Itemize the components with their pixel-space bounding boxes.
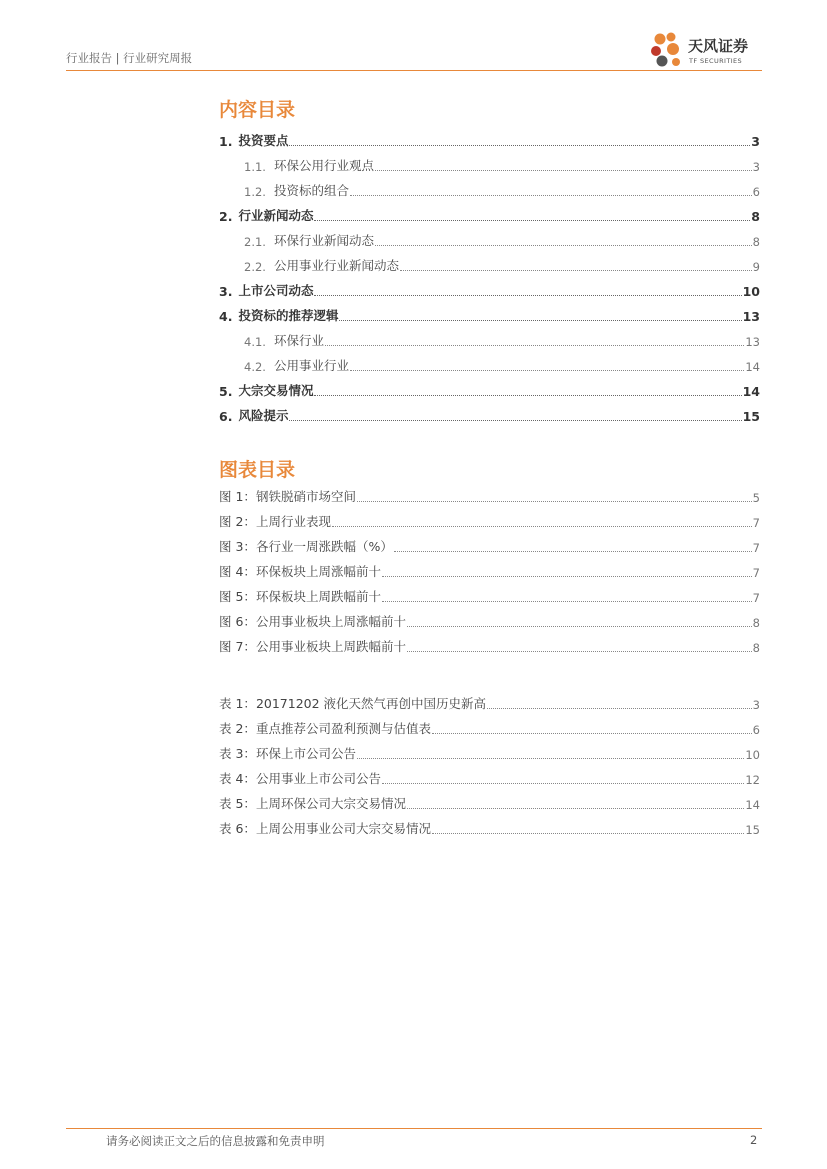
entry-page: 14	[745, 798, 760, 812]
entry-page: 7	[752, 541, 760, 555]
entry-page: 3	[752, 160, 760, 174]
entry-page: 8	[752, 641, 760, 655]
figures-title: 图表目录	[219, 459, 296, 481]
entry-page: 8	[752, 616, 760, 630]
entry-number: 6.	[219, 409, 233, 424]
table-entry[interactable]	[219, 737, 760, 762]
table-entry[interactable]	[219, 787, 760, 812]
entry-page: 5	[752, 491, 760, 505]
dot-leader	[332, 526, 752, 527]
entry-label: 公用事业板块上周涨幅前十	[255, 614, 406, 629]
toc-entry[interactable]	[219, 124, 760, 149]
entry-label: 公用事业板块上周跌幅前十	[255, 639, 406, 654]
entry-number: 表 5：	[219, 796, 256, 811]
entry-page: 14	[745, 360, 760, 374]
dot-leader	[314, 395, 741, 396]
brand-logo	[648, 27, 768, 72]
toc-entry[interactable]	[219, 399, 760, 424]
entry-number: 2.	[219, 209, 233, 224]
entry-label: 20171202 液化天然气再创中国历史新高	[255, 696, 487, 711]
entry-label: 公用事业上市公司公告	[255, 771, 381, 786]
dot-leader	[382, 601, 752, 602]
entry-label: 投资标的推荐逻辑	[238, 308, 339, 323]
dot-leader	[314, 220, 750, 221]
entry-number: 2.1.	[244, 235, 266, 249]
entry-label: 环保上市公司公告	[255, 746, 356, 761]
entry-number: 图 4：	[219, 564, 256, 579]
entry-label: 公用事业行业新闻动态	[273, 258, 399, 273]
dot-leader	[350, 195, 752, 196]
figure-entry[interactable]	[219, 480, 760, 505]
dot-leader	[375, 245, 752, 246]
entry-page: 14	[742, 384, 760, 399]
entry-number: 5.	[219, 384, 233, 399]
entry-label: 上市公司动态	[238, 283, 314, 298]
entry-number: 1.1.	[244, 160, 266, 174]
dot-leader	[407, 651, 752, 652]
dot-leader	[432, 833, 744, 834]
figure-entry[interactable]	[219, 555, 760, 580]
entry-label: 环保板块上周跌幅前十	[255, 589, 381, 604]
entry-page: 13	[742, 309, 760, 324]
entry-page: 3	[752, 698, 760, 712]
entry-number: 图 7：	[219, 639, 256, 654]
entry-number: 2.2.	[244, 260, 266, 274]
figure-entry[interactable]	[219, 630, 760, 655]
dot-leader	[350, 370, 744, 371]
dot-leader	[382, 783, 744, 784]
table-entry[interactable]	[219, 712, 760, 737]
entry-page: 6	[752, 185, 760, 199]
toc-entry[interactable]	[219, 174, 760, 199]
dot-leader	[487, 708, 752, 709]
dot-leader	[400, 270, 752, 271]
dot-leader	[289, 145, 750, 146]
entry-label: 环保板块上周涨幅前十	[255, 564, 381, 579]
entry-label: 风险提示	[238, 408, 289, 423]
entry-page: 8	[752, 235, 760, 249]
toc-entry[interactable]	[219, 374, 760, 399]
table-entry[interactable]	[219, 762, 760, 787]
entry-page: 15	[742, 409, 760, 424]
entry-page: 7	[752, 566, 760, 580]
dot-leader	[394, 551, 752, 552]
entry-label: 环保行业	[273, 333, 324, 348]
toc-entry[interactable]	[219, 324, 760, 349]
dot-leader	[432, 733, 752, 734]
entry-number: 4.1.	[244, 335, 266, 349]
entry-page: 3	[751, 134, 760, 149]
entry-page: 6	[752, 723, 760, 737]
entry-page: 15	[745, 823, 760, 837]
entry-number: 4.2.	[244, 360, 266, 374]
entry-page: 7	[752, 591, 760, 605]
entry-label: 钢铁脱硝市场空间	[255, 489, 356, 504]
contents-title: 内容目录	[219, 99, 296, 121]
toc-entry[interactable]	[219, 274, 760, 299]
table-entry[interactable]	[219, 687, 760, 712]
figure-entry[interactable]	[219, 605, 760, 630]
brand-name-en: TF SECURITIES	[689, 57, 743, 65]
entry-page: 10	[742, 284, 760, 299]
toc-entry[interactable]	[219, 199, 760, 224]
flower-logo-icon	[648, 27, 688, 72]
entry-label: 大宗交易情况	[238, 383, 314, 398]
entry-number: 1.2.	[244, 185, 266, 199]
page-number: 2	[750, 1133, 758, 1147]
entry-label: 环保公用行业观点	[273, 158, 374, 173]
entry-label: 环保行业新闻动态	[273, 233, 374, 248]
figures-list	[219, 480, 760, 655]
toc-entry[interactable]	[219, 149, 760, 174]
entry-page: 9	[752, 260, 760, 274]
entry-label: 上周环保公司大宗交易情况	[255, 796, 406, 811]
entry-label: 投资标的组合	[273, 183, 349, 198]
entry-page: 13	[745, 335, 760, 349]
brand-name-cn: 天风证券	[688, 37, 749, 55]
entry-number: 表 4：	[219, 771, 256, 786]
dot-leader	[407, 808, 744, 809]
entry-number: 表 1：	[219, 696, 256, 711]
entry-number: 表 3：	[219, 746, 256, 761]
entry-label: 各行业一周涨跌幅（%）	[255, 539, 393, 554]
dot-leader	[325, 345, 744, 346]
entry-number: 图 5：	[219, 589, 256, 604]
toc-entry[interactable]	[219, 224, 760, 249]
dot-leader	[289, 420, 741, 421]
entry-label: 重点推荐公司盈利预测与估值表	[255, 721, 431, 736]
tables-list	[219, 687, 760, 837]
entry-page: 7	[752, 516, 760, 530]
entry-number: 4.	[219, 309, 233, 324]
entry-label: 投资要点	[238, 133, 289, 148]
entry-page: 12	[745, 773, 760, 787]
footer-divider	[66, 1128, 762, 1129]
toc-entry[interactable]	[219, 349, 760, 374]
entry-page: 8	[751, 209, 760, 224]
dot-leader	[382, 576, 752, 577]
entry-number: 图 2：	[219, 514, 256, 529]
entry-number: 图 3：	[219, 539, 256, 554]
entry-page: 10	[745, 748, 760, 762]
figure-entry[interactable]	[219, 505, 760, 530]
entry-number: 图 6：	[219, 614, 256, 629]
dot-leader	[357, 501, 752, 502]
entry-label: 上周行业表现	[255, 514, 331, 529]
report-category: 行业报告 | 行业研究周报	[66, 51, 193, 65]
disclaimer-text: 请务必阅读正文之后的信息披露和免责申明	[106, 1134, 325, 1148]
dot-leader	[375, 170, 752, 171]
entry-label: 上周公用事业公司大宗交易情况	[255, 821, 431, 836]
entry-label: 行业新闻动态	[238, 208, 314, 223]
dot-leader	[407, 626, 752, 627]
entry-number: 表 2：	[219, 721, 256, 736]
figure-entry[interactable]	[219, 580, 760, 605]
entry-label: 公用事业行业	[273, 358, 349, 373]
entry-number: 表 6：	[219, 821, 256, 836]
figure-entry[interactable]	[219, 530, 760, 555]
contents-list	[219, 124, 760, 424]
toc-entry[interactable]	[219, 299, 760, 324]
entry-number: 1.	[219, 134, 233, 149]
entry-number: 图 1：	[219, 489, 256, 504]
dot-leader	[339, 320, 741, 321]
toc-entry[interactable]	[219, 249, 760, 274]
dot-leader	[357, 758, 744, 759]
entry-number: 3.	[219, 284, 233, 299]
dot-leader	[314, 295, 741, 296]
table-entry[interactable]	[219, 812, 760, 837]
